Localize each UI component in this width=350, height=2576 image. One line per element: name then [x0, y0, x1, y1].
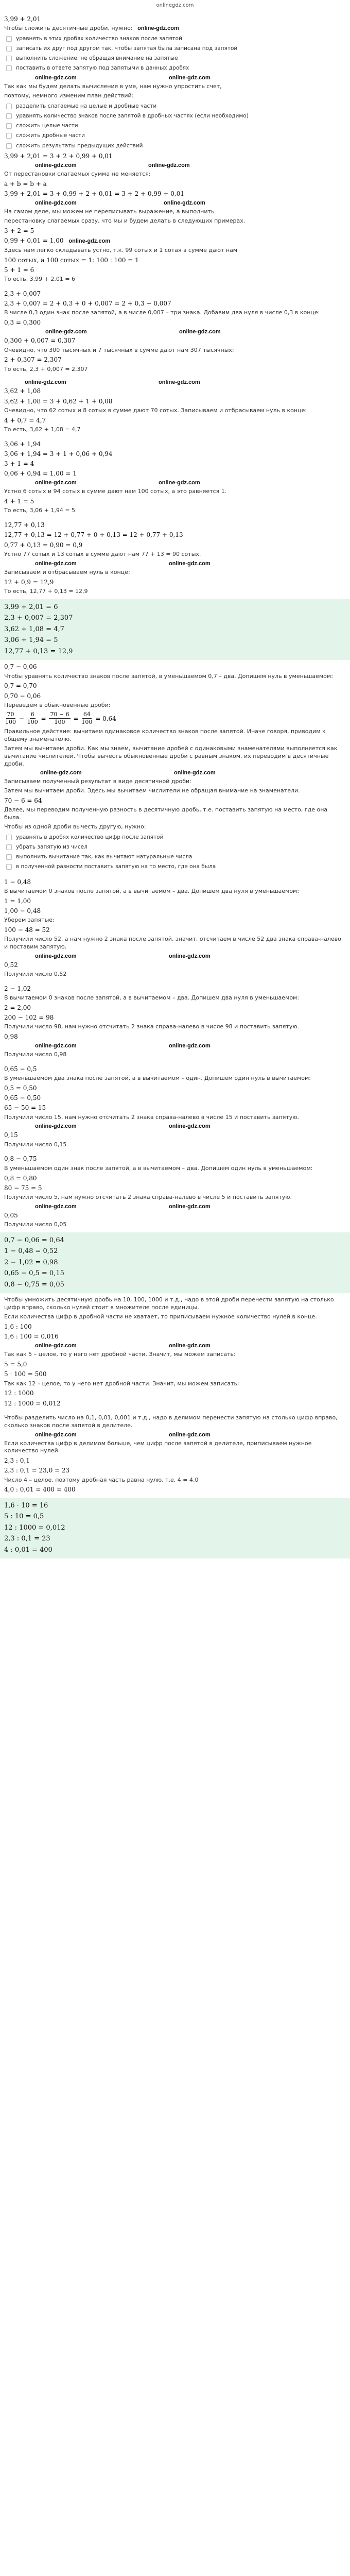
paragraph: То есть, 3,99 + 2,01 = 6: [4, 276, 76, 283]
expression: 5 · 100 = 500: [4, 1370, 47, 1378]
solution-section-7: [0, 875, 350, 982]
watermark-row: [4, 1203, 346, 1210]
list-item-text: в полученной разности поставить запятую на то место, где она была: [16, 863, 216, 870]
watermark-row: [4, 769, 346, 776]
bullet-icon: [6, 864, 12, 870]
bullet-icon: [6, 835, 12, 840]
answer-line: 12,77 + 0,13 = 12,9: [4, 647, 73, 655]
expression: 3 + 1 = 4: [4, 460, 34, 468]
expression: [4, 236, 346, 245]
paragraph: От перестановки слагаемых сумма не меняется:: [4, 170, 151, 177]
paragraph: Получили число 0,15: [4, 1141, 67, 1148]
paragraph: Переведём в обыкновенные дроби:: [4, 701, 111, 708]
expression: 12,77 + 0,13: [4, 521, 45, 529]
answer-line: 1 − 0,48 = 0,52: [4, 1247, 58, 1256]
denominator: 100: [27, 719, 38, 726]
watermark: online-gdz.com: [169, 1343, 211, 1349]
expression: 12,77 + 0,13 = 12 + 0,77 + 0 + 0,13 = 12 + 0,77 + 0,13: [4, 531, 183, 539]
watermark: online-gdz.com: [35, 953, 77, 959]
list-item-text: уравнять количество знаков после запятой в дробных частях (если необходимо): [16, 113, 249, 120]
paragraph: Так как мы будем делать вычисления в уме, нам нужно упростить счет,: [4, 83, 222, 90]
list-item: [6, 863, 346, 870]
watermark: online-gdz.com: [137, 25, 179, 31]
expression: 0,77 + 0,13 = 0,90 = 0,9: [4, 541, 83, 549]
watermark: online-gdz.com: [169, 953, 211, 959]
list-item-text: сложить результаты предыдущих действий: [16, 142, 143, 149]
answer-line: 0,65 − 0,5 = 0,15: [4, 1269, 64, 1278]
watermark: online-gdz.com: [45, 329, 87, 335]
expression: 0,15: [4, 1131, 18, 1139]
paragraph: Очевидно, что 300 тысячных и 7 тысячных в сумме дают нам 307 тысячных:: [4, 346, 234, 353]
list-item: [6, 64, 346, 72]
solution-section-1: [0, 12, 350, 287]
answer-line: 2,3 : 0,1 = 23: [4, 1535, 50, 1543]
paragraph: Получили число 98, нам нужно отсчитать 2 знака справа-налево в числе 98 и поставить запятую.: [4, 1023, 300, 1030]
expression: 12 + 0,9 = 12,9: [4, 578, 54, 586]
expression: 0,70 − 0,06: [4, 692, 41, 700]
expression: 2 + 0,307 = 2,307: [4, 356, 62, 364]
watermark: online-gdz.com: [35, 1343, 77, 1349]
list-item: [6, 35, 346, 42]
expression: 5 = 5,0: [4, 1361, 27, 1368]
paragraph: Затем мы вычитаем дроби. Как мы знаем, вычитание дробей с одинаковыми знаменателями выполняется как вычитание числителей. Чтобы вычесть обыкновенные дроби с равным знаком, их переводим в десятичные дроби.: [4, 744, 338, 767]
bullet-icon: [6, 133, 12, 139]
expression: 3,06 + 1,94: [4, 440, 41, 448]
answer-block: [0, 599, 350, 660]
answer-line: 0,8 − 0,75 = 0,05: [4, 1280, 64, 1289]
operator: =: [95, 715, 101, 722]
answer-line: 2,3 + 0,007 = 2,307: [4, 614, 73, 622]
solution-section-3: [0, 377, 350, 437]
list-item-text: выполнить сложение, не обращая внимание на запятые: [16, 55, 178, 61]
paragraph: Чтобы разделить число на 0,1, 0,01, 0,001 и т.д., надо в делимом перенести запятую на столько цифр вправо, сколько знаков после запятой в делителе.: [4, 1414, 338, 1429]
answer-line: 2 − 1,02 = 0,98: [4, 1258, 58, 1266]
paragraph: [4, 25, 346, 32]
numerator: 64: [82, 711, 92, 719]
bullet-icon: [6, 143, 12, 149]
list-item: [6, 103, 346, 110]
solution-section-11: [0, 1293, 350, 1411]
list-item: [6, 834, 346, 841]
expression: 0,98: [4, 1032, 18, 1040]
expression: 100 − 48 = 52: [4, 926, 50, 934]
denominator: 100: [5, 719, 16, 726]
solution-section-8: [0, 982, 350, 1062]
list-item-text: сложить целые части: [16, 123, 78, 129]
bullet-icon: [6, 113, 12, 119]
watermark: online-gdz.com: [35, 200, 77, 207]
bullet-icon: [6, 104, 12, 109]
list-item-text: поставить в ответе запятую под запятыми в данных дробях: [16, 65, 189, 72]
watermark-row: [4, 162, 346, 169]
expression: 3,62 + 1,08 = 3 + 0,62 + 1 + 0,08: [4, 397, 113, 405]
expression: 4,0 : 0,01 = 400 = 400: [4, 1486, 76, 1494]
bullet-icon: [6, 46, 12, 52]
expression: 3,06 + 1,94 = 3 + 1 + 0,06 + 0,94: [4, 450, 113, 457]
expression: 1,6 : 100: [4, 1323, 32, 1331]
paragraph: На самом деле, мы можем не переписывать выражение, а выполнить: [4, 208, 215, 215]
watermark-row: [4, 379, 346, 386]
expression: 0,5 = 0,50: [4, 1084, 37, 1092]
paragraph: Число 4 – целое, поэтому дробная часть равна нулю, т.е. 4 = 4,0: [4, 1476, 199, 1483]
expression: 1 = 1,00: [4, 897, 31, 905]
answer-line: 5 : 10 = 0,5: [4, 1513, 44, 1521]
watermark: online-gdz.com: [35, 560, 77, 567]
solution-section-9: [0, 1062, 350, 1152]
paragraph: То есть, 2,3 + 0,007 = 2,307: [4, 365, 88, 372]
list-item-text: уравнять в дробях количество цифр после запятой: [16, 834, 164, 840]
fraction: [49, 711, 70, 727]
expression: 0,06 + 0,94 = 1,00 = 1: [4, 470, 77, 478]
answer-block: [0, 1232, 350, 1294]
expression: 0,300 + 0,007 = 0,307: [4, 337, 76, 345]
expression: 2,3 : 0,1: [4, 1457, 30, 1465]
paragraph: Здесь нам легко складывать устно, т.к. 99 сотых и 1 сотая в сумме дают нам: [4, 246, 238, 253]
paragraph: В вычитаемом 0 знаков после запятой, а в вычитаемом – два. Допишем два нуля в уменьшаемом:: [4, 887, 300, 894]
answer-line: 3,99 + 2,01 = 6: [4, 603, 58, 611]
watermark: online-gdz.com: [40, 770, 82, 776]
numerator: 70 − 6: [49, 711, 70, 719]
watermark: online-gdz.com: [35, 480, 77, 486]
paragraph: В вычитаемом 0 знаков после запятой, а в вычитаемом – два. Допишем два нуля в уменьшаемом:: [4, 994, 300, 1001]
list-item-text: уравнять в этих дробях количество знаков после запятой: [16, 35, 182, 42]
solution-section-5: [0, 518, 350, 599]
operator: =: [41, 715, 46, 722]
paragraph: В числе 0,3 один знак после запятой, а в числе 0,007 – три знака. Добавим два нуля в числе 0,3 в конце:: [4, 309, 320, 316]
expression: 0,3 = 0,300: [4, 319, 41, 327]
expression: 12 : 1000 = 0,012: [4, 1399, 61, 1407]
watermark: online-gdz.com: [68, 238, 111, 245]
paragraph: Получили число 15, нам нужно отсчитать 2 знака справа-налево в числе 15 и поставить запятую.: [4, 1113, 300, 1121]
watermark-row: [4, 1123, 346, 1130]
expression: 3,62 + 1,08: [4, 387, 41, 395]
expression: 2 − 1,02: [4, 985, 31, 992]
bullet-icon: [6, 56, 12, 61]
solution-section-6: [0, 660, 350, 875]
expression: 0,8 − 0,75: [4, 1155, 37, 1163]
solution-section-2: [0, 287, 350, 377]
list-item-text: убрать запятую из чисел: [16, 844, 87, 851]
answer-line: 4 : 0,01 = 400: [4, 1546, 52, 1554]
expression: 65 − 50 = 15: [4, 1104, 46, 1112]
watermark: online-gdz.com: [35, 1431, 77, 1438]
watermark-row: [4, 1342, 346, 1349]
watermark: online-gdz.com: [164, 200, 205, 207]
solution-section-10: [0, 1152, 350, 1232]
list-item-text: записать их друг под другом так, чтобы запятая была записана под запятой: [16, 45, 238, 52]
watermark-row: [4, 1042, 346, 1049]
list-item-text: сложить дробные части: [16, 132, 85, 139]
expression: 1,6 : 100 = 0,016: [4, 1333, 59, 1341]
answer-line: 3,62 + 1,08 = 4,7: [4, 625, 64, 633]
paragraph: Получили число 5, нам нужно отсчитать 2 знака справа-налево в числе 5 и поставить запятую.: [4, 1193, 292, 1200]
watermark: online-gdz.com: [35, 75, 77, 81]
watermark-row: [4, 74, 346, 81]
paragraph: Получили число 0,52: [4, 970, 67, 977]
list-item: [6, 55, 346, 62]
paragraph: Устно 6 сотых и 94 сотых в сумме дают нам 100 сотых, а это равняется 1.: [4, 488, 227, 495]
bullet-icon: [6, 123, 12, 129]
list-item: [6, 45, 346, 52]
watermark: online-gdz.com: [25, 379, 66, 386]
fraction: [81, 711, 92, 727]
paragraph: Очевидно, что 62 сотых и 8 сотых в сумме дают 70 сотых. Записываем и отбрасываем нуль в конце:: [4, 406, 307, 414]
paragraph: То есть, 3,62 + 1,08 = 4,7: [4, 426, 81, 433]
fraction-result: 0,64: [102, 715, 116, 722]
paragraph: Если количества цифр в дробной части не хватает, то приписываем нужное количество нулей в конце.: [4, 1313, 317, 1320]
paragraph: Чтобы из одной дроби вычесть другую, нужно:: [4, 823, 146, 831]
expression: 80 − 75 = 5: [4, 1184, 42, 1192]
paragraph: Если количества цифр в делимом больше, чем цифр после запятой в делителе, приписываем нужное количество нулей.: [4, 1439, 312, 1454]
watermark-row: [4, 560, 346, 567]
expression: 0,65 − 0,5: [4, 1065, 37, 1073]
expression: 0,05: [4, 1211, 18, 1219]
watermark: online-gdz.com: [148, 162, 190, 168]
expression: a + b = b + a: [4, 180, 47, 188]
paragraph: Получили число 0,98: [4, 1051, 67, 1058]
expression: 2,3 : 0,1 = 23,0 = 23: [4, 1467, 70, 1475]
watermark: online-gdz.com: [35, 162, 77, 168]
paragraph: Получили число 0,05: [4, 1221, 67, 1228]
operator: =: [73, 715, 79, 722]
list-item: [6, 853, 346, 860]
list-item: [6, 142, 346, 149]
expression: 4 + 0,7 = 4,7: [4, 416, 46, 424]
watermark: online-gdz.com: [159, 379, 200, 386]
paragraph: перестановку слагаемых сразу, что мы и будем делать в следующих примерах.: [4, 217, 246, 225]
paragraph: Далее, мы переводим полученную разность в десятичную дробь, т.е. поставить запятую на место, где она была.: [4, 806, 328, 821]
paragraph: поэтому, немного изменим план действий:: [4, 92, 134, 99]
expression: 70 − 6 = 64: [4, 797, 42, 805]
bullet-icon: [6, 65, 12, 71]
paragraph: Чтобы уравнять количество знаков после запятой, в уменьшаемом 0,7 – два. Допишем нуль в уменьшаемом:: [4, 672, 333, 680]
paragraph: То есть, 12,77 + 0,13 = 12,9: [4, 587, 88, 595]
paragraph: Правильное действие: вычитаем одинаковое количество знаков после запятой. Иначе говоря, приводим к общему знаменателю.: [4, 728, 326, 743]
list-item-text: разделить слагаемые на целые и дробные части: [16, 103, 157, 109]
expression: 2,3 + 0,007: [4, 290, 41, 297]
answer-line: 0,7 − 0,06 = 0,64: [4, 1236, 64, 1244]
expression: 3,99 + 2,01 = 3 + 0,99 + 2 + 0,01 = 3 + 2 + 0,99 + 0,01: [4, 190, 185, 197]
watermark: online-gdz.com: [35, 1043, 77, 1049]
expression: 0,65 − 0,50: [4, 1094, 41, 1102]
list-item: [6, 132, 346, 139]
paragraph: Так как 5 – целое, то у него нет дробной части. Значит, мы можем записать:: [4, 1351, 236, 1358]
watermark: online-gdz.com: [35, 1123, 77, 1130]
expression: 0,7 − 0,06: [4, 663, 37, 671]
list-item: [6, 112, 346, 120]
watermark: online-gdz.com: [169, 560, 211, 567]
numerator: 6: [30, 711, 36, 719]
numerator: 70: [6, 711, 15, 719]
expression: 5 + 1 = 6: [4, 266, 34, 274]
denominator: 100: [81, 719, 93, 726]
denominator: 100: [54, 719, 65, 726]
watermark-row: [4, 479, 346, 486]
answer-line: 1,6 · 10 = 16: [4, 1501, 48, 1510]
solution-section-12: [0, 1411, 350, 1498]
watermark: online-gdz.com: [169, 1431, 211, 1438]
watermark-row: [4, 1431, 346, 1438]
operator: −: [19, 715, 24, 722]
expression: 100 сотых, а 100 сотых = 1: 100 : 100 = 1: [4, 256, 139, 264]
list-item: [6, 122, 346, 129]
watermark-row: [4, 328, 346, 335]
watermark: online-gdz.com: [169, 1203, 211, 1210]
expression: 4 + 1 = 5: [4, 498, 34, 505]
expression: 12 : 1000: [4, 1389, 34, 1397]
paragraph: Получили число 52, а нам нужно 2 знака после запятой, значит, отсчитаем в числе 52 два знака справа-налево и поставим запятую.: [4, 936, 341, 950]
paragraph: Устно 77 сотых и 13 сотых в сумме дают нам 77 + 13 = 90 сотых.: [4, 550, 201, 557]
solution-section-4: [0, 437, 350, 519]
paragraph: Затем мы вычитаем дроби. Здесь мы вычитаем числители не обращая внимание на знаменатели.: [4, 787, 300, 794]
watermark: online-gdz.com: [179, 329, 221, 335]
watermark: online-gdz.com: [169, 75, 211, 81]
watermark: online-gdz.com: [174, 770, 216, 776]
fraction: [27, 711, 38, 727]
site-header[interactable]: onlinegdz.com: [156, 3, 194, 8]
list-item-text: выполнить вычитание так, как вычитают натуральные числа: [16, 854, 192, 860]
paragraph: Чтобы умножить десятичную дробь на 10, 100, 1000 и т.д., надо в этой дроби перенести запятую на столько цифр вправо, сколько нулей стоит в множителе после единицы.: [4, 1296, 334, 1311]
paragraph: То есть, 3,06 + 1,94 = 5: [4, 507, 76, 514]
bullet-icon: [6, 844, 12, 850]
answer-line: 12 : 1000 = 0,012: [4, 1523, 65, 1532]
watermark-row: [4, 953, 346, 960]
paragraph: Уберем запятые:: [4, 916, 55, 923]
fraction-expression: [4, 711, 346, 727]
watermark: online-gdz.com: [159, 480, 200, 486]
expression: 1,00 − 0,48: [4, 907, 41, 914]
expression: 2 = 2,00: [4, 1004, 31, 1011]
paragraph: Записываем полученный результат в виде десятичной дроби:: [4, 778, 191, 785]
expression: 3,99 + 2,01 = 3 + 2 + 0,99 + 0,01: [4, 152, 113, 160]
expression: 3 + 2 = 5: [4, 227, 34, 234]
watermark-row: [4, 199, 346, 207]
bullet-icon: [6, 854, 12, 860]
watermark: online-gdz.com: [35, 1203, 77, 1210]
expression: 0,7 = 0,70: [4, 682, 37, 690]
expression: 1 − 0,48: [4, 878, 31, 886]
watermark: online-gdz.com: [169, 1123, 211, 1130]
expression: 2,3 + 0,007 = 2 + 0,3 + 0 + 0,007 = 2 + 0,3 + 0,007: [4, 300, 171, 308]
expression: 200 − 102 = 98: [4, 1013, 54, 1021]
answer-block: [0, 1498, 350, 1559]
paragraph: В уменьшаемом два знака после запятой, а в вычитаемом – один. Допишем один нуль в вычитаемом:: [4, 1075, 311, 1082]
paragraph: Так как 12 – целое, то у него нет дробной части. Значит, мы можем записать:: [4, 1380, 239, 1387]
expression: 0,8 = 0,80: [4, 1174, 37, 1182]
watermark: online-gdz.com: [169, 1043, 211, 1049]
expression-text: 0,99 + 0,01 = 1,00: [4, 237, 64, 245]
bullet-icon: [6, 36, 12, 42]
expression: 3,99 + 2,01: [4, 15, 41, 23]
paragraph-text: Чтобы сложить десятичные дроби, нужно:: [4, 24, 133, 31]
paragraph: Записываем и отбрасываем нуль в конце:: [4, 568, 130, 575]
fraction: [5, 711, 16, 727]
expression: 0,52: [4, 961, 18, 969]
paragraph: В уменьшаемом один знак после запятой, а в вычитаемом – два. Допишем один нуль в уменьшаемом:: [4, 1164, 313, 1172]
answer-line: 3,06 + 1,94 = 5: [4, 636, 58, 645]
list-item: [6, 843, 346, 851]
